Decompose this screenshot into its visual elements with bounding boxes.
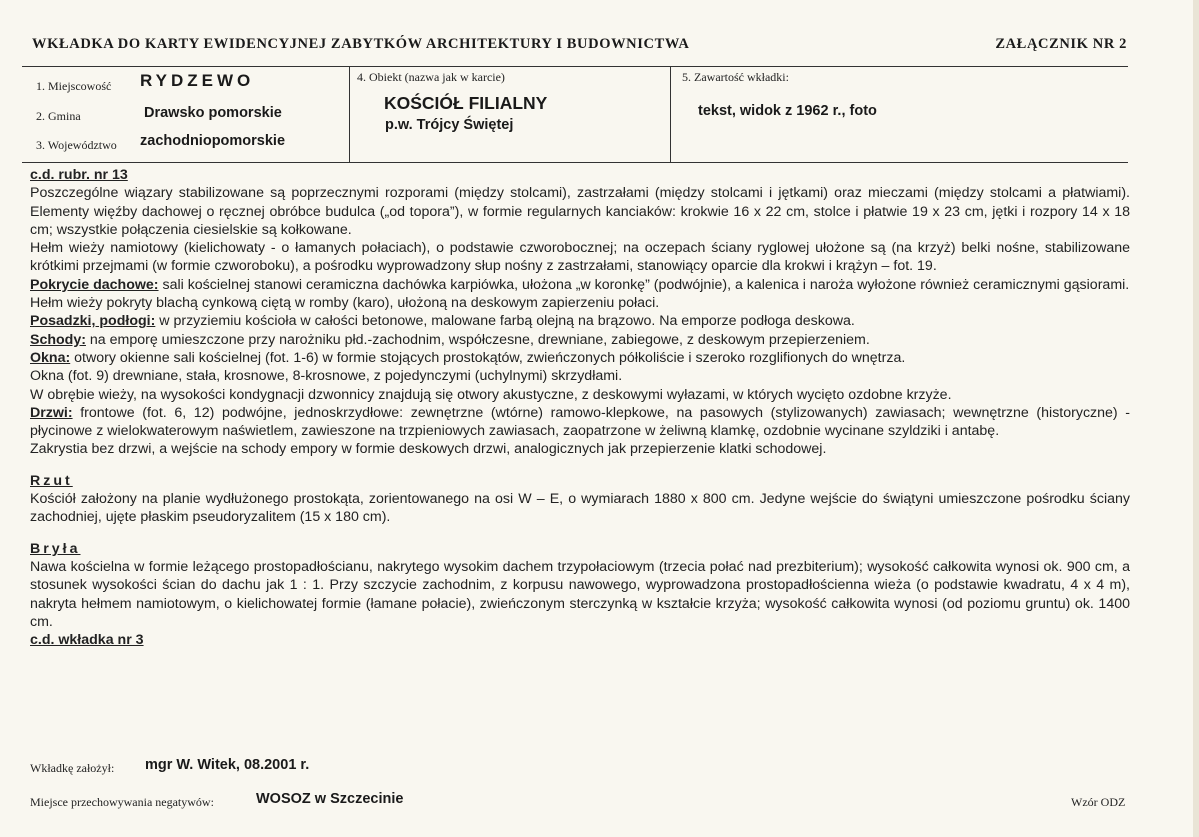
paragraph-windows <box>30 349 1130 367</box>
paragraph-tower-roofing: Hełm wieży pokryty blachą cynkową ciętą w romby (karo), ułożoną na deskowym zapierzeniu połaci. <box>30 295 660 312</box>
paragraph-massing: Nawa kościelna w formie leżącego prostopadłościanu, nakrytego wysokim dachem trzypołaciowym (trzecia połać nad prezbiterium); wysokość całkowita wynosi ok. 900 cm, a stosunek wysokości ścian do dachu jak 1 : 1. Przy szczycie zachodnim, z korpusu nawowego, wyprowadzona prostopadłościenna wieża (o podstawie kwadratu, 4 x 4 m), nakryta hełmem namiotowym, o kielichowatej formie (łamane połacie), zwieńczonym sterczynką w kształcie krzyża; wysokość całkowita wynosi (od poziomu gruntu) ok. 1400 cm. <box>30 558 1130 630</box>
section-heading-doors: Drzwi: <box>30 404 73 421</box>
form-divider-2 <box>670 66 671 162</box>
field-contents-value: tekst, widok z 1962 r., foto <box>698 103 877 119</box>
floors-text: w przyziemiu kościoła w całości betonowe, malowane farbą olejną na brązowo. Na emporze podłoga deskowa. <box>155 313 855 330</box>
annex-number: ZAŁĄCZNIK NR 2 <box>995 36 1127 52</box>
field-commune-label: 2. Gmina <box>36 109 81 123</box>
author-label: Wkładkę założył: <box>30 761 115 775</box>
negatives-storage-value: WOSOZ w Szczecinie <box>256 791 404 807</box>
document-title: WKŁADKA DO KARTY EWIDENCYJNEJ ZABYTKÓW ARCHITEKTURY I BUDOWNICTWA <box>32 36 690 52</box>
paragraph-floors <box>30 312 1130 330</box>
scan-edge <box>1193 0 1199 837</box>
section-heading-roofing: Pokrycie dachowe: <box>30 276 159 293</box>
paragraph-roofing <box>30 276 1130 294</box>
paragraph-window-frames: Okna (fot. 9) drewniane, stała, krosnowe, 8-krosnowe, z pojedynczymi (uchylnymi) skrzydłami. <box>30 368 623 385</box>
form-bottom-rule <box>22 162 1128 163</box>
document-body <box>30 166 1130 649</box>
section-heading-continuation: c.d. rubr. nr 13 <box>30 167 128 183</box>
field-object-value: KOŚCIÓŁ FILIALNY <box>384 93 548 113</box>
paragraph-plan: Kościół założony na planie wydłużonego prostokąta, zorientowanego na osi W – E, o wymiarach 1880 x 800 cm. Jedyne wejście do świątyni umieszczone pośrodku ściany zachodniej, ujęte płaskim pseudoryzalitem (15 x 180 cm). <box>30 491 1130 526</box>
section-heading-massing: Bryła <box>30 540 81 557</box>
field-voivodeship-label: 3. Województwo <box>36 138 117 152</box>
section-heading-floors: Posadzki, podłogi: <box>30 313 156 330</box>
paragraph-stairs <box>30 331 1130 349</box>
section-heading-next-insert: c.d. wkładka nr 3 <box>30 632 144 649</box>
paragraph-truss: Poszczególne wiązary stabilizowane są poprzecznymi rozporami (między stolcami), zastrzałami (między stolcami i jętkami) oraz mieczami (między stolcami a płatwiami). Elementy więźby dachowej o ręcznej obróbce budulca („od topora”), w formie regularnych kanciaków: krokwie 16 x 22 cm, stolce i płatwie 19 x 23 cm, jętki i rozpory 14 x 18 cm; wszystkie połączenia ciesielskie są kołkowane. <box>30 185 1130 238</box>
negatives-storage-label: Miejsce przechowywania negatywów: <box>30 795 214 809</box>
field-object-dedication: p.w. Trójcy Świętej <box>385 117 514 133</box>
paragraph-sacristy: Zakrystia bez drzwi, a wejście na schody empory w formie deskowych drzwi, analogicznych jak przepierzenie klatki schodowej. <box>30 441 827 458</box>
field-locality-value: RYDZEWO <box>140 71 255 90</box>
section-heading-plan: Rzut <box>30 472 73 489</box>
field-object-label: 4. Obiekt (nazwa jak w karcie) <box>357 70 505 84</box>
section-heading-windows: Okna: <box>30 349 71 366</box>
paragraph-belfry-openings: W obrębie wieży, na wysokości kondygnacji dzwonnicy znajdują się otwory akustyczne, z deskowymi wyłazami, w których wycięto ozdobne krzyże. <box>30 386 952 403</box>
section-heading-stairs: Schody: <box>30 331 86 348</box>
field-voivodeship-value: zachodniopomorskie <box>140 133 286 149</box>
field-locality-label: 1. Miejscowość <box>36 79 112 93</box>
form-top-rule <box>22 66 1128 67</box>
field-commune-value: Drawsko pomorskie <box>144 105 282 121</box>
windows-text: otwory okienne sali kościelnej (fot. 1-6) w formie stojących prostokątów, zwieńczonych półkoliście i szeroko rozglifionych do wnętrza. <box>70 349 906 366</box>
form-model: Wzór ODZ <box>1071 795 1126 809</box>
field-contents-label: 5. Zawartość wkładki: <box>682 70 789 84</box>
stairs-text: na emporę umieszczone przy narożniku płd.-zachodnim, współczesne, drewniane, zabiegowe, z deskowym przepierzeniem. <box>85 331 870 348</box>
roofing-text: sali kościelnej stanowi ceramiczna dachówka karpiówka, ułożona „w koronkę” (podwójnie), a kalenica i naroża wyłożone również ceramicznymi gąsiorami. <box>158 276 1130 293</box>
doors-text: frontowe (fot. 6, 12) podwójne, jednoskrzydłowe: zewnętrzne (wtórne) ramowo-klepkowe, na pasowych (stylizowanych) zawiasach; wewnętrzne (historyczne) - płycinowe z wielokwaterowym naświetlem, zawieszone na trzpieniowych zawiasach, zaopatrzone w żeliwną klamkę, ozdobnie wycinane szyldziki i antabę. <box>30 404 1130 440</box>
paragraph-doors <box>30 404 1130 441</box>
form-divider-1 <box>349 66 350 162</box>
paragraph-tower-helm-structure: Hełm wieży namiotowy (kielichowaty - o łamanych połaciach), o podstawie czworobocznej; na oczepach ściany ryglowej ułożone są (na krzyż) belki nośne, stabilizowane krótkimi przejmami (w formie czworoboku), a pośrodku wyprowadzony słup nośny z zastrzałami, stanowiący oparcie dla krokwi i krążyn – fot. 19. <box>30 240 1130 275</box>
author-value: mgr W. Witek, 08.2001 r. <box>145 757 310 773</box>
